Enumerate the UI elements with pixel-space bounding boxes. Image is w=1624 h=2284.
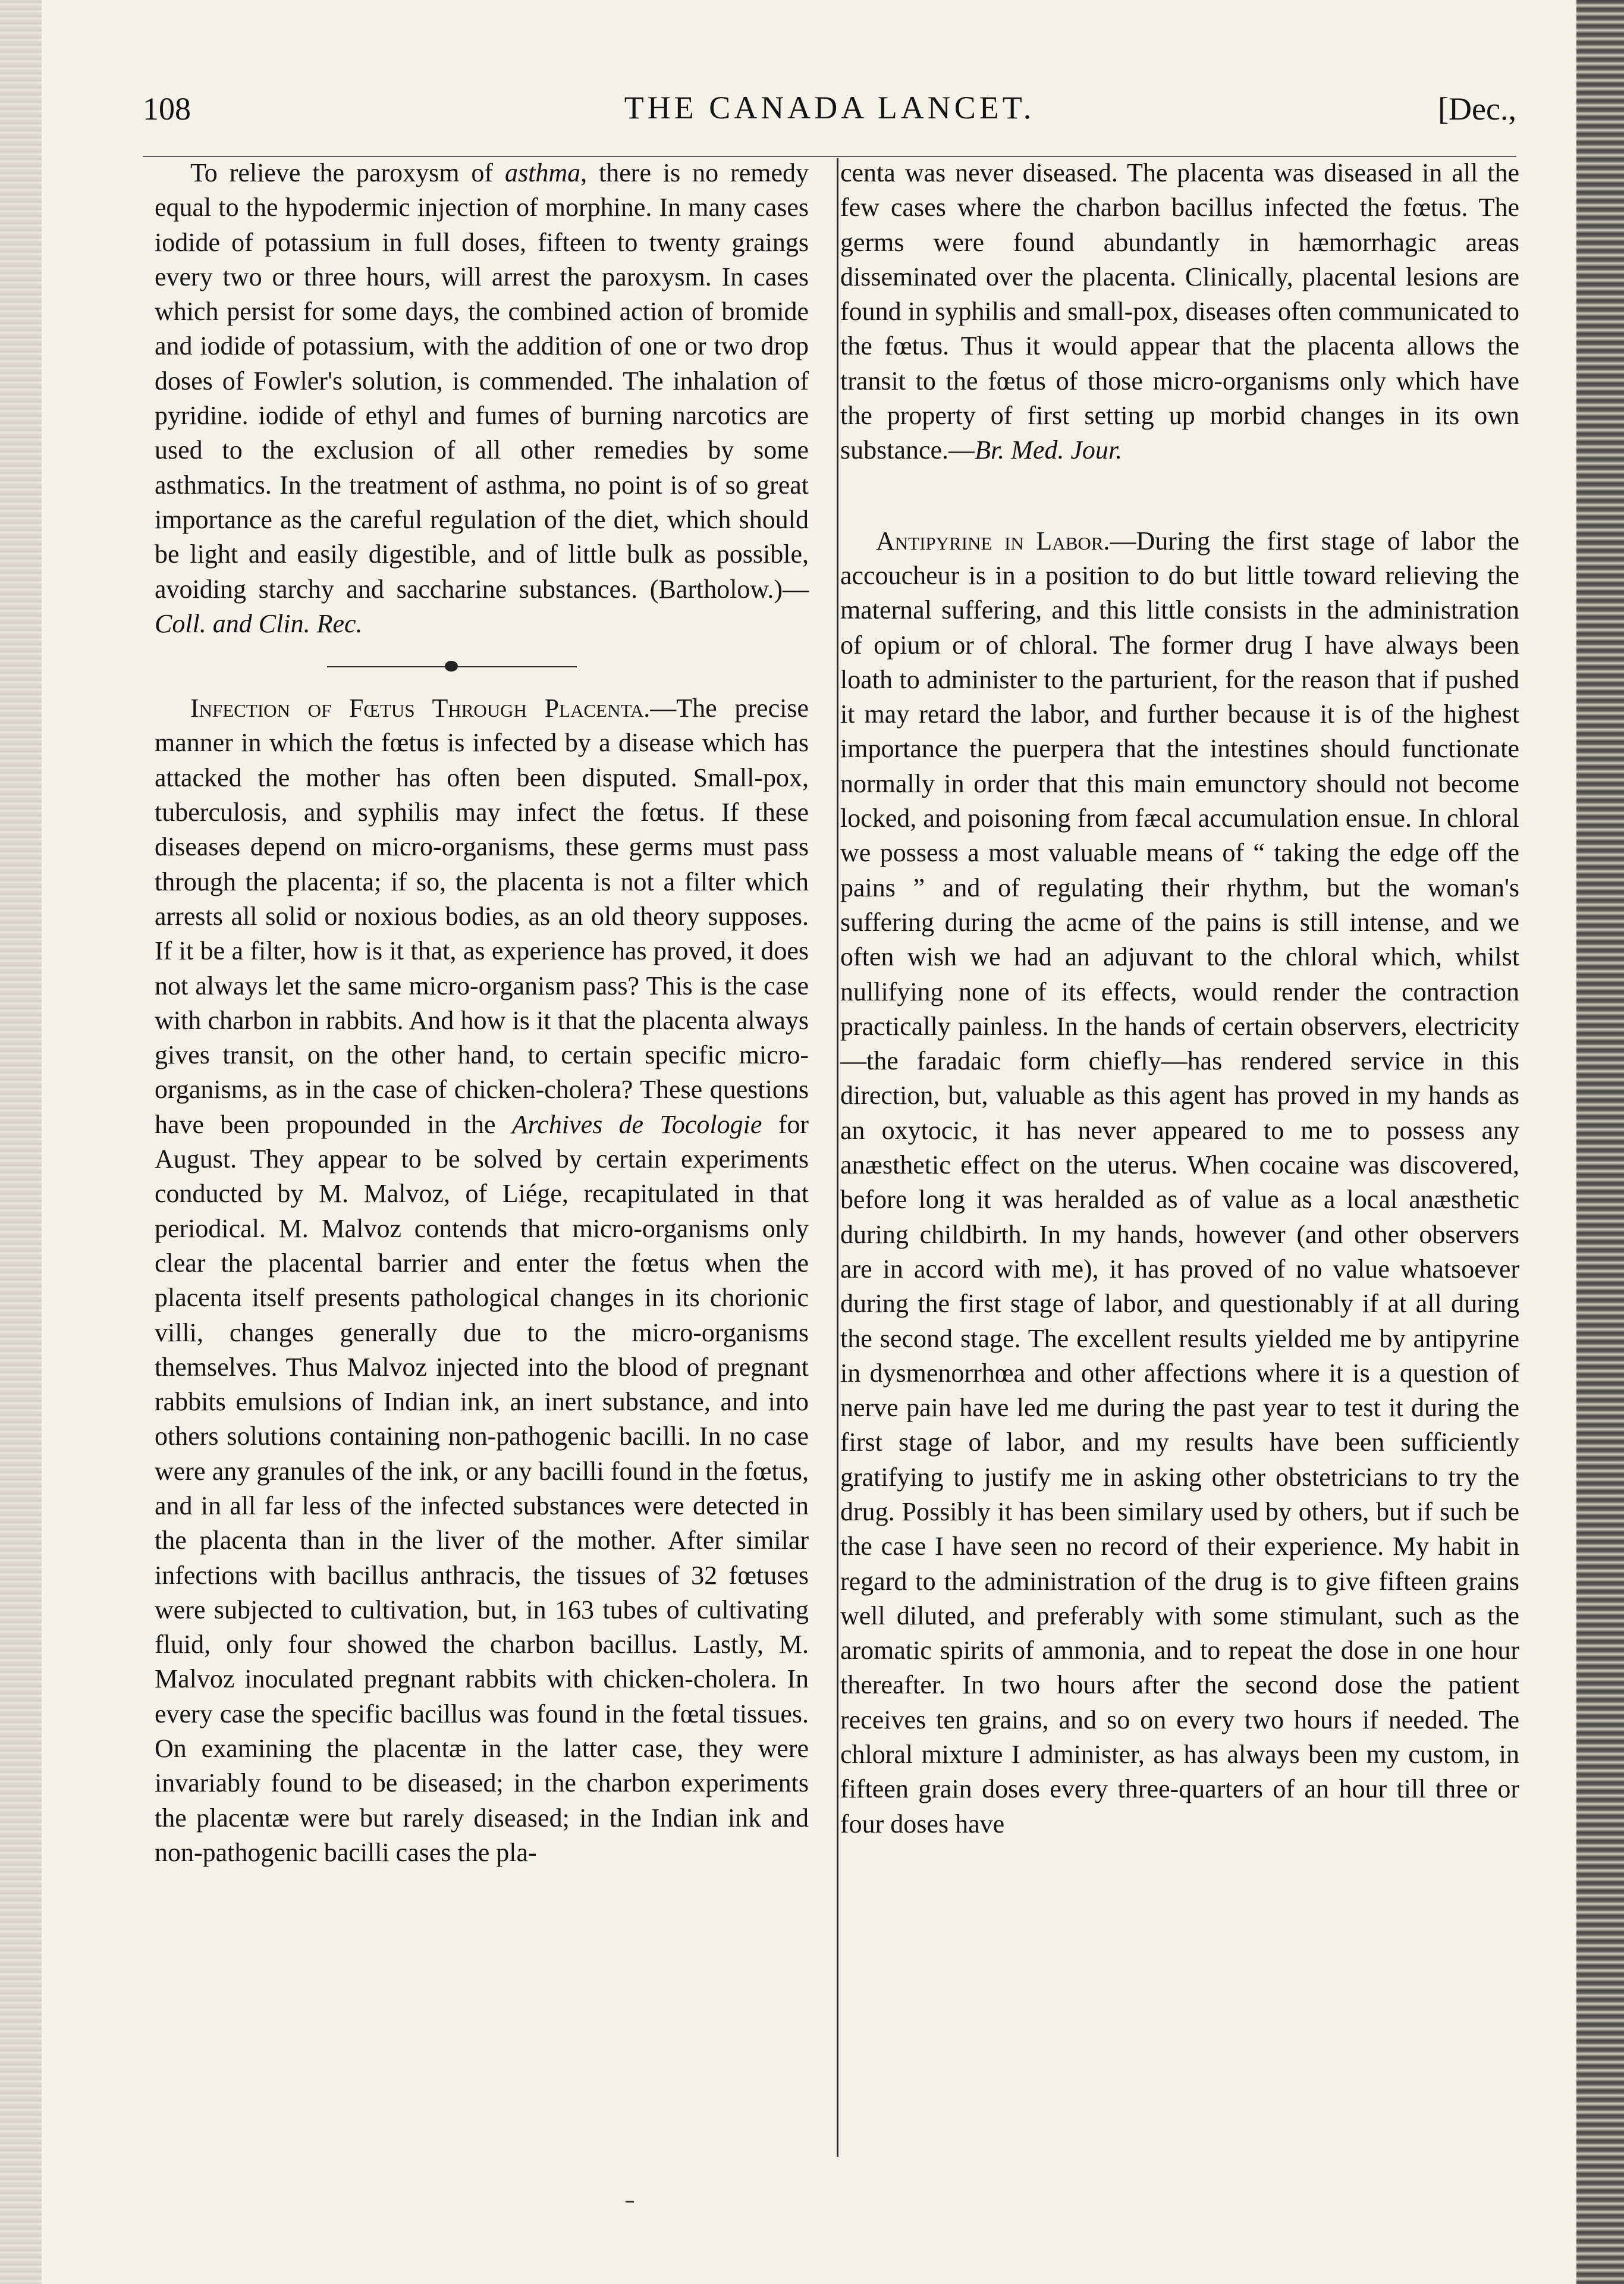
- asthma-text-1: To relieve the paroxysm of: [190, 158, 505, 187]
- section-gap: [840, 468, 1519, 524]
- journal-title: THE CANADA LANCET.: [624, 90, 1035, 126]
- asthma-source: Coll. and Clin. Rec.: [155, 608, 363, 638]
- right-column: [840, 156, 1519, 2178]
- infection-text-1: The precise manner in which the fœtus is infected by a disease which has attacked the mother has often been disputed. Small-pox, tuberculosis, and syphilis may infect the fœtus. If these diseases depend on micro-organisms, these germs must pass through the placenta; if so, the placenta is not a filter which arrests all solid or noxious bodies, as an old theory supposes. If it be a filter, how is it that, as experience has proved, it does not always let the same micro-organism pass? This is the case with charbon in rabbits. And how is it that the placenta always gives transit, on the other hand, to certain specific micro-organisms, as in the case of chicken-cholera? These questions have been propounded in the: [155, 694, 809, 1139]
- infection-heading: Infection of Fœtus Through Placenta.: [190, 694, 651, 723]
- asthma-paragraph: [155, 156, 809, 641]
- infection-heading-dash: —: [650, 694, 677, 723]
- footer-mark: [626, 2201, 634, 2203]
- infection-source: Br. Med. Jour.: [975, 435, 1123, 465]
- separator-ornament: [445, 661, 458, 672]
- asthma-text-2: , there is no remedy equal to the hypodermic injection of morphine. In many cases iodide of potassium in full doses, fifteen to twenty graings every two or three hours, will arrest the paroxysm. In cases which persist for some days, the combined action of bromide and iodide of potassium, with the addition of one or two drop doses of Fowler's solution, is commended. The inhalation of pyridine. iodide of ethyl and fumes of burning narcotics are used to the exclusion of all other remedies by some asthmatics. In the treatment of asthma, no point is of so great importance as the careful regulation of the diet, which should be light and easily digestible, and of little bulk as possible, avoiding starchy and saccharine substances. (Bartholow.)—: [155, 158, 809, 604]
- infection-text-2: for August. They appear to be solved by certain experiments conducted by M. Malvoz, of Liége, recapitulated in that periodical. M. Malvoz contends that micro-organisms only clear the placental barrier and enter the fœtus when the placenta itself presents pathological changes in its chorionic villi, changes generally due to the micro-organisms themselves. Thus Malvoz injected into the blood of pregnant rabbits emulsions of Indian ink, an inert substance, and into others solutions containing non-pathogenic bacilli. In no case were any granules of the ink, or any bacilli found in the fœtus, and in all far less of the infected substances were detected in the placenta than in the liver of the mother. After similar infections with bacillus anthracis, the tissues of 32 fœtuses were subjected to cultivation, but, in 163 tubes of cultivating fluid, only four showed the charbon bacillus. Lastly, M. Malvoz inoculated pregnant rabbits with chicken-cholera. In every case the specific bacillus was found in the fœtal tissues. On examining the placentæ in the latter case, they were invariably found to be diseased; in the charbon experiments the placentæ were but rarely diseased; in the Indian ink and non-pathogenic bacilli cases the pla-: [155, 1109, 809, 1867]
- left-column: [155, 156, 809, 2178]
- antipyrine-text: During the first stage of labor the accoucheur is in a position to do but little toward relieving the maternal suffering, and this little consists in the administration of opium or of chloral. The former drug I have always been loath to administer to the parturient, for the reason that if pushed it may retard the labor, and further because it is of the highest importance the puerpera that the intestines should functionate normally in order that this main emunctory should not become locked, and poisoning from fæcal accumulation ensue. In chloral we possess a most valuable means of “ taking the edge off the pains ” and of regulating their rhythm, but the woman's suffering during the acme of the pains is still intense, and we often wish we had an adjuvant to the chloral which, whilst nullifying none of its effects, would render the contraction practically painless. In the hands of certain observers, electricity—the faradaic form chiefly—has rendered service in this direction, but, valuable as this agent has proved in my hands as an oxytocic, it has never appeared to me to possess any anæsthetic effect on the uterus. When cocaine was discovered, before long it was heralded as of value as a local anæsthetic during childbirth. In my hands, however (and other observers are in accord with me), it has proved of no value whatsoever during the first stage of labor, and questionably if at all during the second stage. The excellent results yielded me by antipyrine in dysmenorrhœa and other affections where it is a question of nerve pain have led me during the past year to test it during the first stage of labor, and my results have been sufficiently gratifying to justify me in asking other obstetricians to try the drug. Possibly it has been similary used by others, but if such be the case I have seen no record of their experience. My habit in regard to the administration of the drug is to give fifteen grains well diluted, and preferably with some stimulant, such as the aromatic spirits of ammonia, and to repeat the dose in one hour thereafter. In two hours after the second dose the patient receives ten grains, and so on every two hours if needed. The chloral mixture I administer, as has always been my custom, in fifteen grain doses every three-quarters of an hour till three or four doses have: [840, 526, 1519, 1839]
- scan-page-edge: [1576, 0, 1624, 2284]
- antipyrine-paragraph: [840, 524, 1519, 1841]
- asthma-term: asthma: [505, 158, 581, 187]
- page-number: 108: [143, 91, 191, 127]
- infection-continuation: [840, 156, 1519, 468]
- infection-paragraph: [155, 691, 809, 1870]
- running-header: [143, 89, 1516, 143]
- scan-binding-edge: [0, 0, 42, 2284]
- antipyrine-heading: Antipyrine in Labor.: [876, 526, 1110, 556]
- column-divider: [837, 158, 838, 2157]
- header-month: [Dec.,: [1438, 91, 1516, 127]
- antipyrine-heading-dash: —: [1110, 526, 1136, 556]
- infection-cont-text: centa was never diseased. The placenta was diseased in all the few cases where the charbon bacillus infected the fœtus. The germs were found abundantly in hæmorrhagic areas disseminated over the placenta. Clinically, placental lesions are found in syphilis and small-pox, diseases often communicated to the fœtus. Thus it would appear that the placenta allows the transit to the fœtus of those micro-organisms only which have the property of first setting up morbid changes in its own substance.—: [840, 158, 1519, 465]
- section-separator: [155, 641, 809, 691]
- journal-reference: Archives de Tocologie: [511, 1109, 762, 1139]
